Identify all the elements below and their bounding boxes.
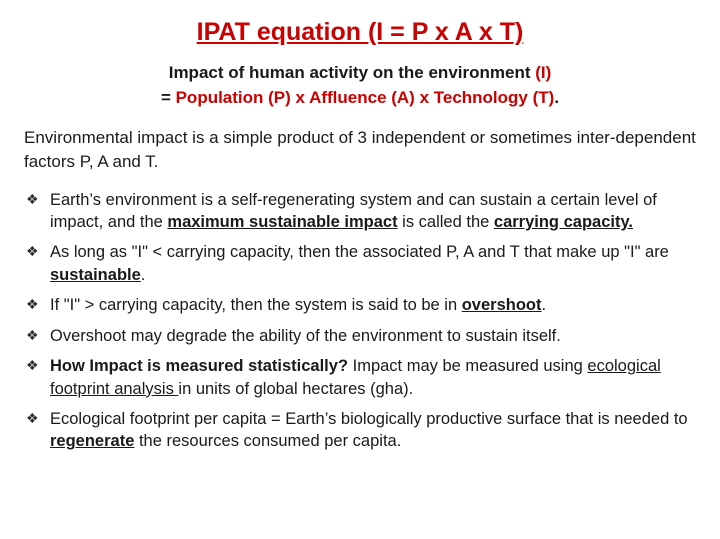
bullet-marker-icon: ❖: [26, 243, 39, 260]
list-item-text: [50, 243, 669, 283]
page-title: IPAT equation (I = P x A x T): [196, 18, 524, 46]
plain-text: in units of global hectares (gha).: [178, 379, 414, 398]
list-item-text: [50, 191, 657, 231]
emphasis-text: regenerate: [50, 432, 135, 451]
list-item: [24, 294, 698, 316]
subtitle-line1: [169, 63, 552, 82]
plain-text: .: [541, 296, 547, 315]
bullet-marker-icon: ❖: [26, 357, 39, 374]
plain-text: As long as "I" < carrying capacity, then the associated P, A and T that make up "I" are: [50, 243, 669, 262]
intro-paragraph: Environmental impact is a simple product of 3 independent or sometimes inter-dependent factors P, A and T.: [24, 128, 696, 172]
subtitle-line1-highlight: (I): [535, 63, 552, 82]
plain-text: Impact may be measured using: [348, 357, 588, 376]
plain-text: Overshoot may degrade the ability of the environment to sustain itself.: [50, 326, 561, 345]
emphasis-text: maximum sustainable impact: [167, 212, 398, 231]
plain-text: Ecological footprint per capita = Earth’s biologically productive surface that is needed to: [50, 410, 688, 429]
list-item: [24, 189, 698, 234]
slide-subtitle: [48, 61, 672, 110]
list-item: [24, 355, 698, 400]
bullet-marker-icon: ❖: [26, 296, 39, 313]
subtitle-line2-highlight: Population (P) x Affluence (A) x Technology (T): [175, 87, 555, 107]
list-item: [24, 325, 698, 347]
subtitle-line2-period: .: [554, 87, 560, 107]
list-item-text: [50, 410, 688, 450]
emphasis-text: sustainable: [50, 265, 141, 284]
plain-text: If "I" > carrying capacity, then the system is said to be in: [50, 296, 462, 315]
bullet-marker-icon: ❖: [26, 410, 39, 427]
list-item: [24, 241, 698, 286]
bullet-marker-icon: ❖: [26, 326, 39, 343]
list-item-text: [50, 357, 661, 397]
plain-text: .: [140, 265, 146, 284]
plain-text: is called the: [397, 212, 494, 231]
subtitle-line1-text: Impact of human activity on the environment: [168, 63, 536, 82]
list-item-text: [50, 327, 561, 345]
bullet-marker-icon: ❖: [26, 190, 39, 207]
list-item-text: [50, 296, 546, 314]
underline-text: ecological footprint analysis: [50, 357, 661, 398]
emphasis-text: carrying capacity.: [493, 212, 633, 231]
plain-text: the resources consumed per capita.: [134, 432, 402, 451]
emphasis-text: overshoot: [461, 296, 542, 315]
subtitle-line2-equals: =: [160, 87, 176, 107]
list-item: [24, 408, 698, 453]
subtitle-line2: [161, 88, 559, 107]
bullet-list: [18, 189, 702, 453]
emphasis-text: How Impact is measured statistically?: [50, 357, 349, 376]
plain-text: Earth’s environment is a self-regenerating system and can sustain a certain level of impact, and the: [50, 190, 657, 231]
